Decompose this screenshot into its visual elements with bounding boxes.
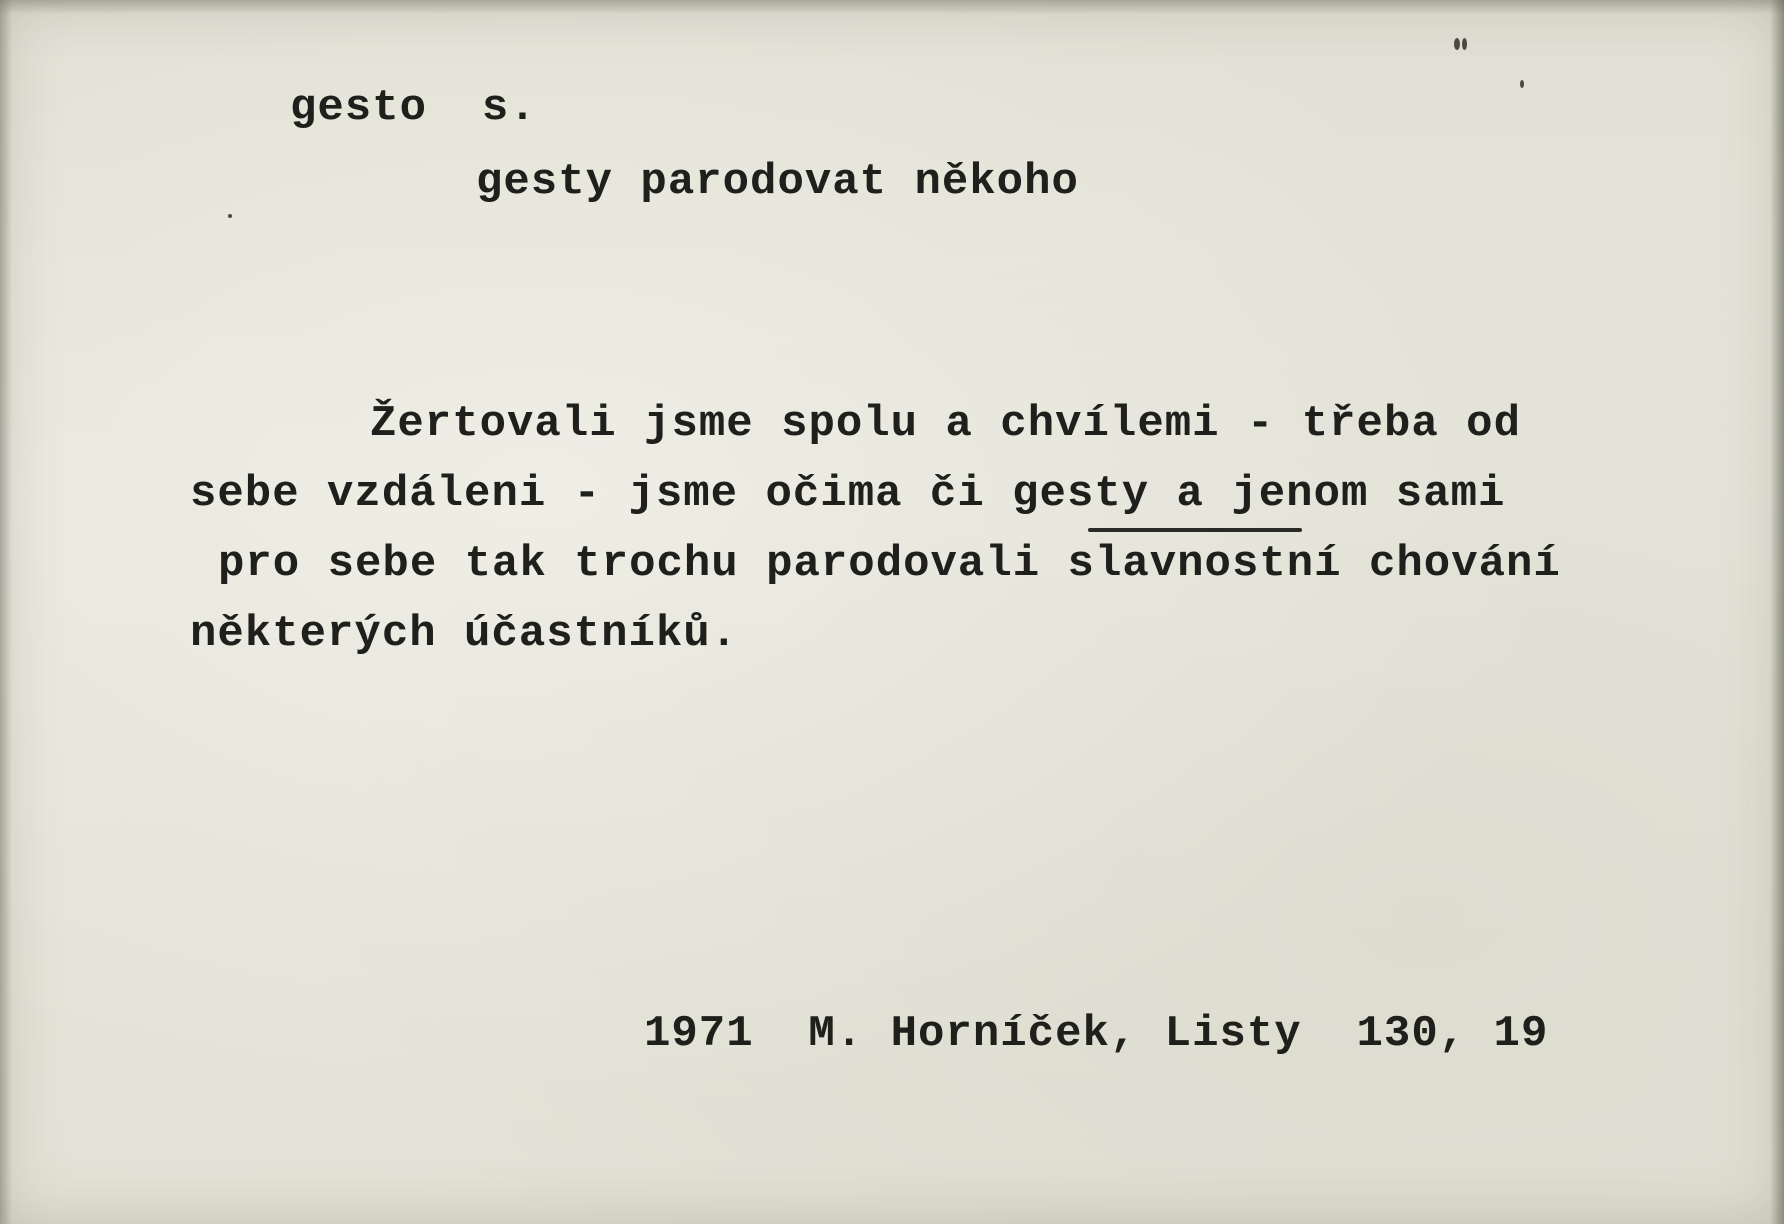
quote-line-2: sebe vzdáleni - jsme očima či gesty a jenom sami <box>190 469 1506 519</box>
ink-speck <box>1462 38 1467 50</box>
quote-line-1: Žertovali jsme spolu a chvílemi - třeba od <box>370 399 1521 449</box>
card-right-edge <box>1770 0 1784 1224</box>
underline-mark <box>1088 528 1302 532</box>
quote-line-4: některých účastníků. <box>190 609 739 659</box>
card-left-edge <box>0 0 12 1224</box>
headword: gesto s. <box>290 83 537 133</box>
ink-speck <box>1454 38 1460 50</box>
example-phrase: gesty parodovat někoho <box>476 157 1079 207</box>
ink-speck <box>228 214 232 218</box>
quote-line-3: pro sebe tak trochu parodovali slavnostní chování <box>218 539 1561 589</box>
ink-speck <box>1520 80 1524 88</box>
source-citation: 1971 M. Horníček, Listy 130, 19 <box>644 1009 1549 1059</box>
card-top-edge <box>0 0 1784 14</box>
